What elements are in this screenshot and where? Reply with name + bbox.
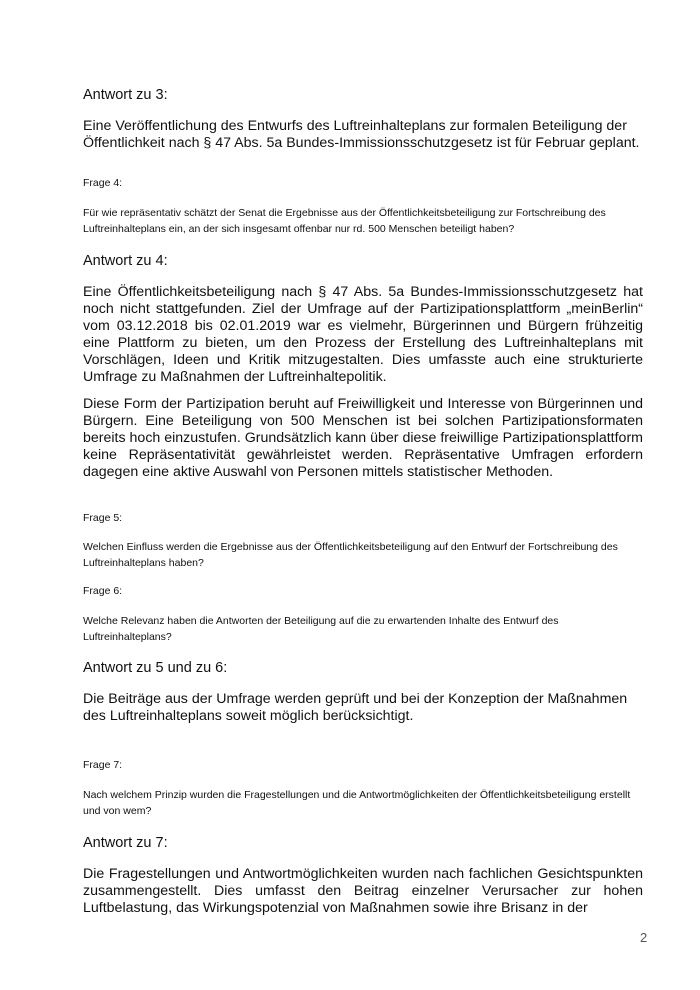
page-number: 2 <box>640 930 648 945</box>
question-4-label: Frage 4: <box>83 177 123 189</box>
answer-3-heading: Antwort zu 3: <box>83 87 168 103</box>
question-6-text: Welche Relevanz haben die Antworten der Beteiligung auf die zu erwartenden Inhalte des Entwurf des Luftreinhalteplans? <box>83 615 559 643</box>
question-7-label: Frage 7: <box>83 759 123 771</box>
answer-5-6-text: Die Beiträge aus der Umfrage werden geprüft und bei der Konzeption der Maßnahmen des Luftreinhalteplans soweit möglich berücksichtigt. <box>83 691 628 724</box>
answer-7-heading: Antwort zu 7: <box>83 835 168 851</box>
question-7-text: Nach welchem Prinzip wurden die Fragestellungen und die Antwortmöglichkeiten der Öffentlichkeitsbeteiligung erstellt und von wem? <box>83 789 631 817</box>
answer-4-heading: Antwort zu 4: <box>83 253 168 269</box>
question-5-text: Welchen Einfluss werden die Ergebnisse aus der Öffentlichkeitsbeteiligung auf den Entwurf der Fortschreibung des Luftreinhalteplans haben? <box>83 541 618 569</box>
answer-4-paragraph-2: Diese Form der Partizipation beruht auf Freiwilligkeit und Interesse von Bürgerinnen und Bürgern. Eine Beteiligung von 500 Menschen ist bei solchen Partizipationsformaten bereits hoch einzustufen. Grundsätzlich kann über diese freiwillige Partizipationsplattform keine Repräsentativität gewährleistet werden. Repräsentative Umfragen erfordern dagegen eine aktive Auswahl von Personen mittels statistischer Methoden. <box>83 396 643 480</box>
answer-5-6-heading: Antwort zu 5 und zu 6: <box>83 660 228 676</box>
question-4-text: Für wie repräsentativ schätzt der Senat die Ergebnisse aus der Öffentlichkeitsbeteiligung zur Fortschreibung des Luftreinhalteplans ein, an der sich insgesamt offenbar nur rd. 500 Menschen beteiligt haben? <box>83 207 606 235</box>
question-6-label: Frage 6: <box>83 585 123 597</box>
question-5-label: Frage 5: <box>83 512 123 524</box>
answer-4-paragraph-1: Eine Öffentlichkeitsbeteiligung nach § 47 Abs. 5a Bundes-Immissionsschutzgesetz hat noch nicht stattgefunden. Ziel der Umfrage auf der Partizipationsplattform „meinBerlin“ vom 03.12.2018 bis 02.01.2019 war es vielmehr, Bürgerinnen und Bürgern frühzeitig eine Plattform zu bieten, um den Prozess der Erstellung des Luftreinhalteplans mit Vorschlägen, Ideen und Kritik mitzugestalten. Dies umfasste auch eine strukturierte Umfrage zu Maßnahmen der Luftreinhaltepolitik. <box>83 284 643 385</box>
answer-7-text: Die Fragestellungen und Antwortmöglichkeiten wurden nach fachlichen Gesichtspunkten zusammengestellt. Dies umfasst den Beitrag einzelner Verursacher zur hohen Luftbelastung, das Wirkungspotenzial von Maßnahmen sowie ihre Brisanz in der <box>83 866 643 916</box>
answer-3-text: Eine Veröffentlichung des Entwurfs des Luftreinhalteplans zur formalen Beteiligung der Öffentlichkeit nach § 47 Abs. 5a Bundes-Immissionsschutzgesetz ist für Februar geplant. <box>83 118 640 151</box>
